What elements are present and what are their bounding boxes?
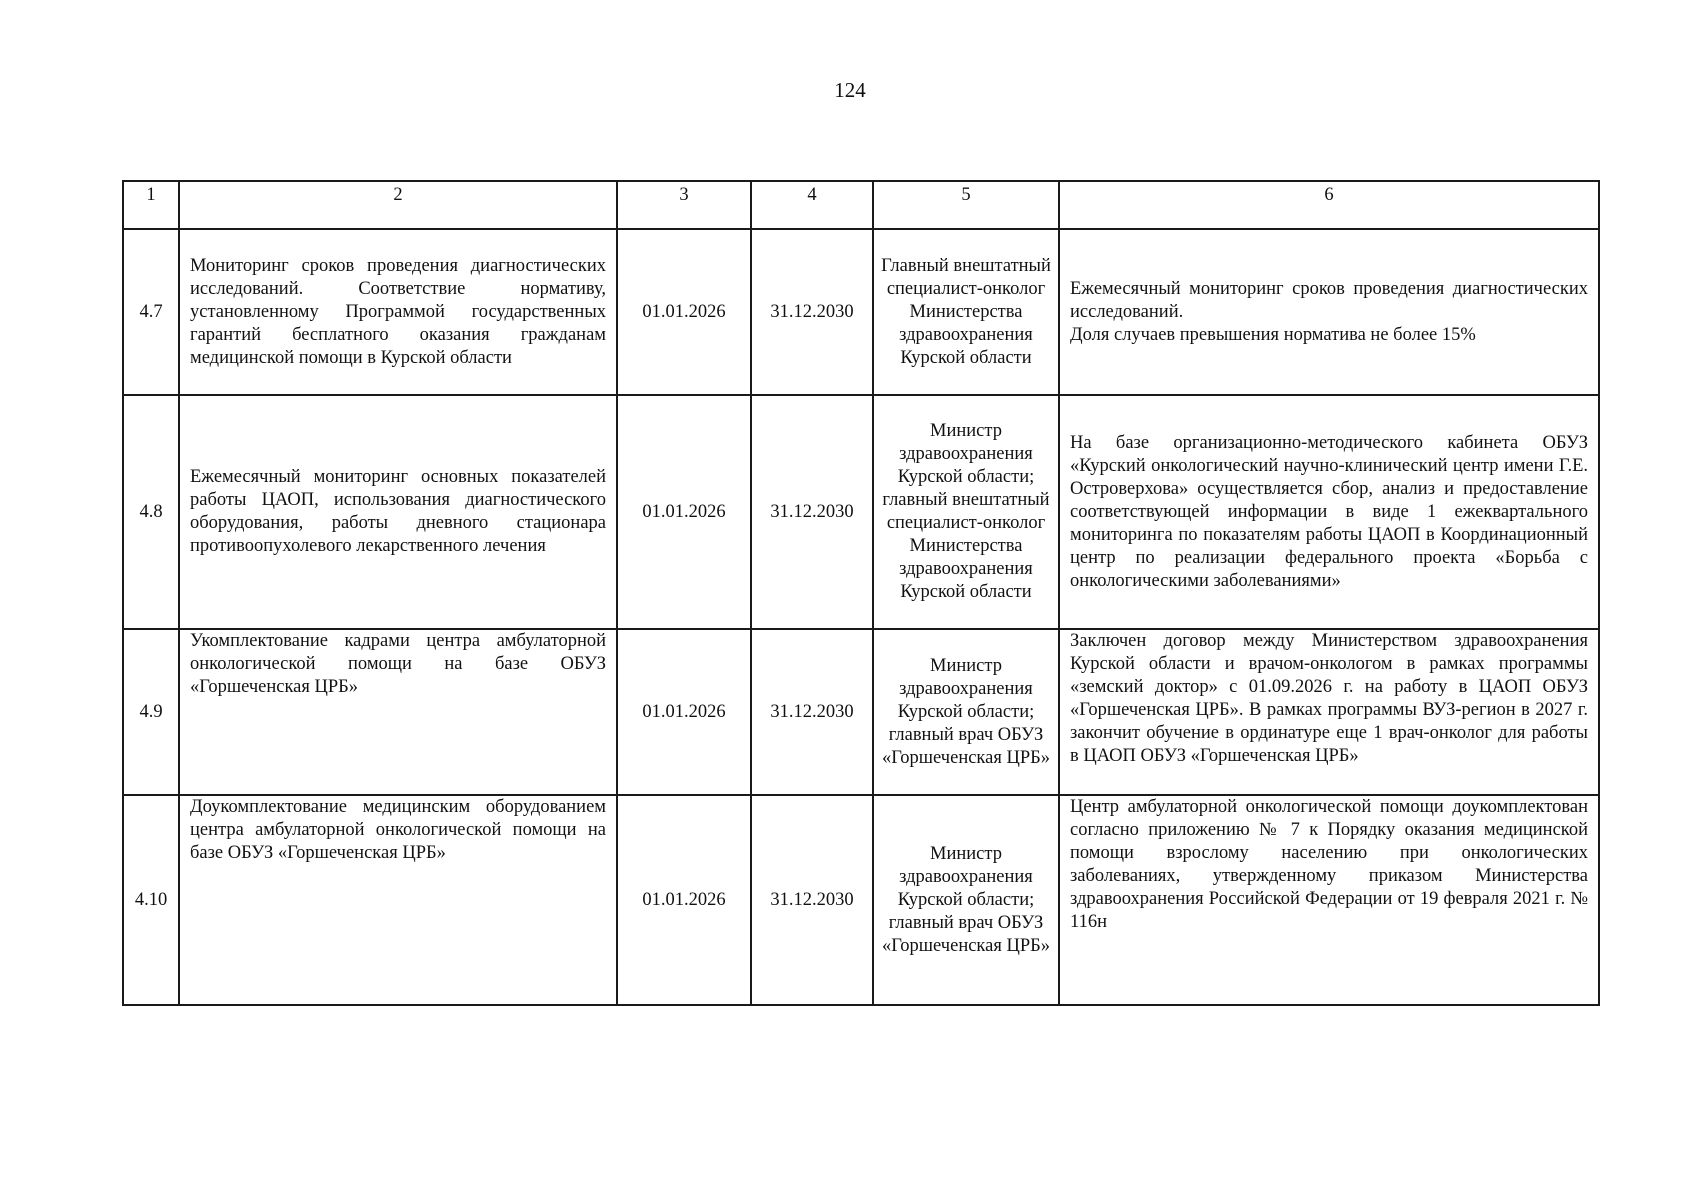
start-date: 01.01.2026 bbox=[617, 629, 751, 795]
column-header: 6 bbox=[1059, 181, 1599, 229]
measure-description: Доукомплектование медицинским оборудованием центра амбулаторной онкологической помощи на базе ОБУЗ «Горшеченская ЦРБ» bbox=[179, 795, 617, 1005]
table-row bbox=[123, 395, 1599, 629]
start-date: 01.01.2026 bbox=[617, 229, 751, 395]
start-date: 01.01.2026 bbox=[617, 795, 751, 1005]
table-row bbox=[123, 629, 1599, 795]
measure-description: Укомплектование кадрами центра амбулаторной онкологической помощи на базе ОБУЗ «Горшеченская ЦРБ» bbox=[179, 629, 617, 795]
row-number: 4.10 bbox=[123, 795, 179, 1005]
expected-result: На базе организационно-методического кабинета ОБУЗ «Курский онкологический научно-клинический центр имени Г.Е. Островерхова» осуществляется сбор, анализ и предоставление соответствующей информации в виде 1 ежеквартального мониторинга по показателям работы ЦАОП в Координационный центр по реализации федерального проекта «Борьба с онкологическими заболеваниями» bbox=[1059, 395, 1599, 629]
responsible-person: Главный внештатный специалист-онколог Министерства здравоохранения Курской области bbox=[873, 229, 1059, 395]
end-date: 31.12.2030 bbox=[751, 229, 873, 395]
end-date: 31.12.2030 bbox=[751, 795, 873, 1005]
row-number: 4.7 bbox=[123, 229, 179, 395]
column-header: 5 bbox=[873, 181, 1059, 229]
table-header-row bbox=[123, 181, 1599, 229]
expected-result: Центр амбулаторной онкологической помощи доукомплектован согласно приложению № 7 к Порядку оказания медицинской помощи взрослому населению при онкологических заболеваниях, утвержденному приказом Министерства здравоохранения Российской Федерации от 19 февраля 2021 г. № 116н bbox=[1059, 795, 1599, 1005]
table-row bbox=[123, 795, 1599, 1005]
measure-description: Мониторинг сроков проведения диагностических исследований. Соответствие нормативу, установленному Программой государственных гарантий бесплатного оказания гражданам медицинской помощи в Курской области bbox=[179, 229, 617, 395]
end-date: 31.12.2030 bbox=[751, 395, 873, 629]
column-header: 4 bbox=[751, 181, 873, 229]
start-date: 01.01.2026 bbox=[617, 395, 751, 629]
column-header: 1 bbox=[123, 181, 179, 229]
expected-result bbox=[1059, 229, 1599, 395]
responsible-person: Министр здравоохранения Курской области; главный врач ОБУЗ «Горшеченская ЦРБ» bbox=[873, 629, 1059, 795]
responsible-person: Министр здравоохранения Курской области; главный внештатный специалист-онколог Министерства здравоохранения Курской области bbox=[873, 395, 1059, 629]
row-number: 4.8 bbox=[123, 395, 179, 629]
expected-result: Заключен договор между Министерством здравоохранения Курской области и врачом-онкологом в рамках программы «земский доктор» с 01.09.2026 г. на работу в ЦАОП ОБУЗ «Горшеченская ЦРБ». В рамках программы ВУЗ-регион в 2027 г. закончит обучение в ординатуре еще 1 врач-онколог для работы в ЦАОП ОБУЗ «Горшеченская ЦРБ» bbox=[1059, 629, 1599, 795]
result-line: Доля случаев превышения норматива не более 15% bbox=[1070, 324, 1476, 345]
measure-description: Ежемесячный мониторинг основных показателей работы ЦАОП, использования диагностического оборудования, работы дневного стационара противоопухолевого лекарственного лечения bbox=[179, 395, 617, 629]
page-number: 124 bbox=[834, 78, 866, 102]
column-header: 3 bbox=[617, 181, 751, 229]
column-header: 2 bbox=[179, 181, 617, 229]
row-number: 4.9 bbox=[123, 629, 179, 795]
end-date: 31.12.2030 bbox=[751, 629, 873, 795]
result-line: Ежемесячный мониторинг сроков проведения диагностических исследований. bbox=[1070, 278, 1588, 322]
responsible-person: Министр здравоохранения Курской области; главный врач ОБУЗ «Горшеченская ЦРБ» bbox=[873, 795, 1059, 1005]
measures-table bbox=[122, 180, 1600, 1006]
table-row bbox=[123, 229, 1599, 395]
